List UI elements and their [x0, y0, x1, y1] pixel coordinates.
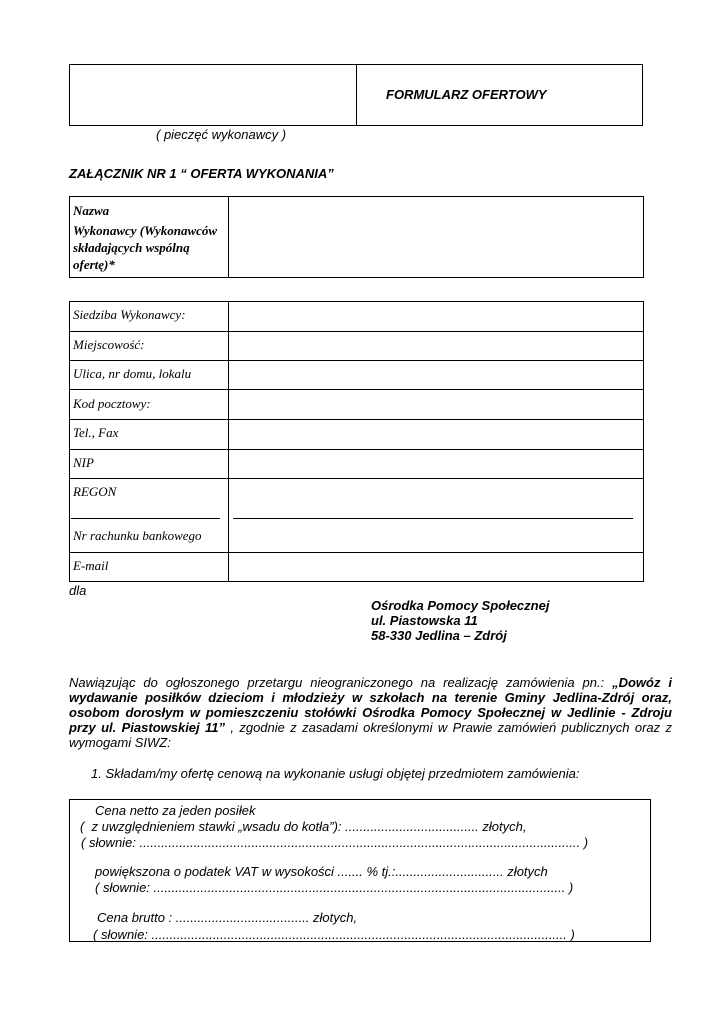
label-email: E-mail: [73, 558, 109, 573]
stamp-box-divider: [356, 64, 357, 126]
intro-text: Nawiązując do ogłoszonego przetargu nieograniczonego na realizację zamówienia pn.:: [69, 675, 613, 690]
intro-text-end: , zgodnie z zasadami określonymi w Prawie zamówień publicznych oraz z wymogami SIWZ:: [69, 720, 672, 750]
row-divider: [69, 389, 644, 390]
label-phone-fax: Tel., Fax: [73, 425, 119, 440]
name-label: Nazwa: [73, 203, 110, 218]
contractor-label: Wykonawcy (Wykonawców składających wspólną ofertę)*: [73, 223, 218, 272]
label-city: Miejscowość:: [73, 337, 145, 352]
annex-title: ZAŁĄCZNIK NR 1 “ OFERTA WYKONANIA”: [69, 166, 334, 181]
row-divider: [69, 360, 644, 361]
contract-title: „Dowóz i wydawanie posiłków dzieciom i młodzieży w szkołach na terenie Gminy Jedlina-Zdrój oraz, osobom dorosłym w pomieszczeniu stołówki Ośrodka Pomocy Społecznej w Jedlinie - Zdroju przy ul. Piastowskiej 11”: [69, 675, 672, 735]
row-divider: [69, 331, 644, 332]
contractor-name-field[interactable]: [230, 198, 642, 276]
label-headquarters: Siedziba Wykonawcy:: [73, 307, 186, 322]
label-nip: NIP: [73, 455, 94, 470]
row-divider: [69, 449, 644, 450]
recipient-street: ul. Piastowska 11: [371, 613, 478, 628]
net-price-line: ( z uwzględnieniem stawki „wsadu do kotła”): ..................................... złotych,: [80, 819, 527, 834]
regon-value-underline: [233, 518, 633, 519]
row-divider: [69, 419, 644, 420]
label-regon: REGON: [73, 484, 117, 499]
net-price-words: ( słownie: .......................................................................................................................... ): [81, 835, 589, 850]
contractor-name-divider: [228, 196, 229, 278]
recipient-name: Ośrodka Pomocy Społecznej: [371, 598, 550, 613]
vat-words: ( słownie: .................................................................................................................. ): [95, 880, 574, 895]
net-price-label: Cena netto za jeden posiłek: [95, 803, 256, 818]
row-divider: [69, 478, 644, 479]
intro-paragraph: [69, 675, 672, 750]
recipient-city: 58-330 Jedlina – Zdrój: [371, 628, 507, 643]
label-street: Ulica, nr domu, lokalu: [73, 366, 192, 381]
label-postal-code: Kod pocztowy:: [73, 396, 151, 411]
gross-price-line: Cena brutto : ..................................... złotych,: [97, 910, 358, 925]
recipient-address: [371, 598, 549, 643]
vat-line: powiększona o podatek VAT w wysokości ....... % tj.:.............................. złotych: [95, 864, 548, 879]
label-bank-account: Nr rachunku bankowego: [73, 528, 202, 543]
contractor-details-divider: [228, 301, 229, 582]
offer-item-1: 1. Składam/my ofertę cenową na wykonanie usługi objętej przedmiotem zamówienia:: [91, 766, 580, 781]
for-label: dla: [69, 583, 87, 598]
regon-underline: [71, 518, 220, 519]
stamp-caption: ( pieczęć wykonawcy ): [156, 127, 287, 142]
gross-price-words: ( słownie: ................................................................................................................... ): [93, 927, 575, 942]
form-title: FORMULARZ OFERTOWY: [386, 87, 547, 102]
row-divider: [69, 552, 644, 553]
